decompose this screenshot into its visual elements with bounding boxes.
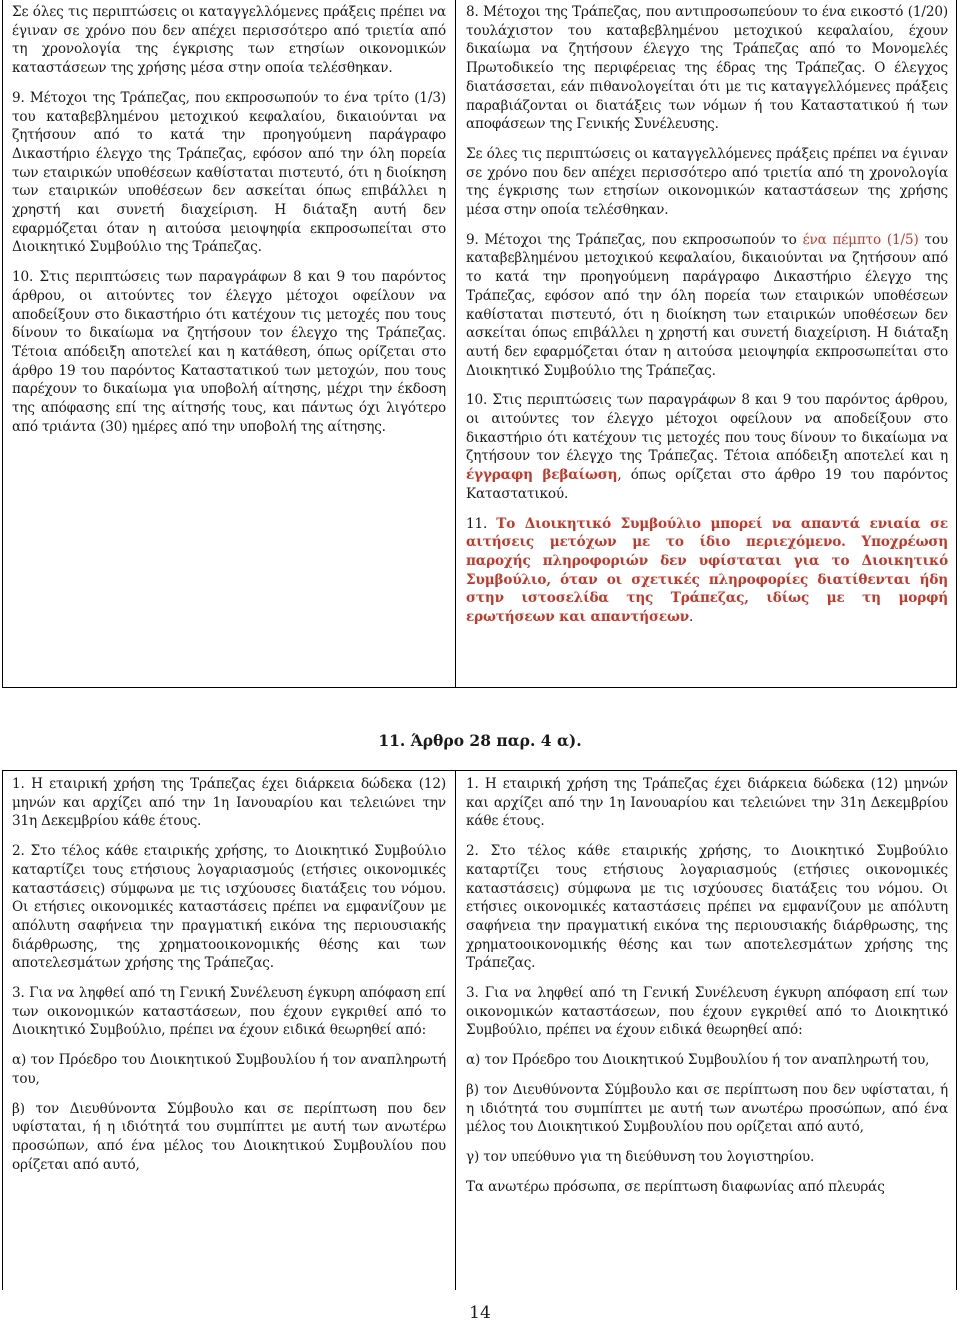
bottom-right-last-line: Τα ανωτέρω πρόσωπα, σε περίπτωση διαφωνίας από πλευράς <box>466 1178 885 1195</box>
bottom-right-paragraph-2: 2. Στο τέλος κάθε εταιρικής χρήσης, το Διοικητικό Συμβούλιο καταρτίζει τους ετήσιους λογαριασμούς (ετήσιες οικονομικές καταστάσεις) σύμφωνα με τις ισχύουσες διατάξεις του νόμου. Οι ετήσιες οικονομικές καταστάσεις πρέπει να εμφανίζουν με απόλυτη σαφήνεια την πραγματική εικόνα της περιουσιακής διάρθρωσης, της χρηματοοικονομικής θέσης και των αποτελεσμάτων χρήσης της Τράπεζας. <box>466 843 948 972</box>
top-right-paragraph-10: 10. Στις περιπτώσεις των παραγράφων 8 και 9 του παρόντος άρθρου, οι αιτούντες τον έλεγχο μέτοχοι οφείλουν να αποδείξουν στο δικαστήριο ότι κατέχουν τις μετοχές που τους δίνουν το δικαίωμα να ζητήσουν τον έλεγχο της Τράπεζας. Τέτοια απόδειξη αποτελεί και η έγγραφη βεβαίωση, όπως ορίζεται στο άρθρο 19 του παρόντος Καταστατικού. <box>466 392 948 502</box>
top-left-intro-paragraph: Σε όλες τις περιπτώσεις οι καταγγελλόμενες πράξεις πρέπει να έγιναν σε χρόνο που δεν απέχει περισσότερο από τριετία από τη χρονολογία της έγκρισης των ετησίων οικονομικών καταστάσεων της χρήσης μέσα στην οποία τελέσθηκαν. <box>12 4 446 77</box>
bottom-right-column <box>466 775 948 1207</box>
top-left-paragraph-10: 10. Στις περιπτώσεις των παραγράφων 8 και 9 του παρόντος άρθρου, οι αιτούντες τον έλεγχο μέτοχοι οφείλουν να αποδείξουν στο δικαστήριο ότι κατέχουν τις μετοχές που τους δίνουν το δικαίωμα να ζητήσουν τον έλεγχο της Τράπεζας. Τέτοια απόδειξη αποτελεί και η κατάθεση, όπως ορίζεται στο άρθρο 19 του παρόντος Καταστατικού των μετοχών, που τους παρέχουν το δικαίωμα για υποβολή αίτησης, μέχρι την έκδοση της απόφασης επί της αίτησής τους, και πάντως όχι λιγότερο από τριάντα (30) ημέρες από την υποβολή της αίτησης. <box>12 269 446 435</box>
bottom-right-item-c: γ) τον υπεύθυνο για τη διεύθυνση του λογιστηρίου. <box>466 1148 815 1165</box>
bottom-table-divider <box>455 770 456 1290</box>
top-left-column <box>12 3 446 447</box>
top-right-column <box>466 3 948 638</box>
new-paragraph-11: Το Διοικητικό Συμβούλιο μπορεί να απαντά ενιαία σε αιτήσεις μετόχων με το ίδιο περιεχόμενο. Υποχρέωση παροχής πληροφοριών δεν υφίσταται για το Διοικητικό Συμβούλιο, όταν οι σχετικές πληροφορίες διατίθενται ήδη στην ιστοσελίδα της Τράπεζας, ιδίως με τη μορφή ερωτήσεων και απαντήσεων <box>466 515 948 626</box>
top-right-paragraph-8: 8. Μέτοχοι της Τράπεζας, που αντιπροσωπεύουν το ένα εικοστό (1/20) τουλάχιστον του καταβεβλημένου μετοχικού κεφαλαίου, έχουν δικαίωμα να ζητήσουν έλεγχο της Τράπεζας από το Μονομελές Πρωτοδικείο της περιφέρειας της έδρας της Τράπεζας. Ο έλεγχος διατάσσεται, εάν πιθανολογείται ότι με τις καταγγελλόμενες πράξεις παραβιάζονται οι διατάξεις των νόμων ή του Καταστατικού ή των αποφάσεων της Γενικής Συνέλευσης. <box>466 4 948 133</box>
bottom-right-paragraph-1: 1. Η εταιρική χρήση της Τράπεζας έχει διάρκεια δώδεκα (12) μηνών και αρχίζει από την 1η Ιανουαρίου και τελειώνει την 31η Δεκεμβρίου κάθε έτους. <box>466 776 948 830</box>
bottom-left-paragraph-2: 2. Στο τέλος κάθε εταιρικής χρήσης, το Διοικητικό Συμβούλιο καταρτίζει τους ετήσιους λογαριασμούς (ετήσιες οικονομικές καταστάσεις) σύμφωνα με τις ισχύουσες διατάξεις του νόμου. Οι ετήσιες οικονομικές καταστάσεις πρέπει να εμφανίζουν με απόλυτη σαφήνεια την πραγματική εικόνα της περιουσιακής διάρθρωσης, της χρηματοοικονομικής θέσης και των αποτελεσμάτων χρήσης της Τράπεζας. <box>12 843 446 972</box>
bottom-left-column <box>12 775 446 1185</box>
top-right-intro-paragraph: Σε όλες τις περιπτώσεις οι καταγγελλόμενες πράξεις πρέπει να έγιναν σε χρόνο που δεν απέχει περισσότερο από τριετία από τη χρονολογία της έγκρισης των ετησίων οικονομικών καταστάσεων της χρήσης μέσα στην οποία τελέσθηκαν. <box>466 145 948 219</box>
top-table-divider <box>455 0 456 688</box>
bottom-left-item-a: α) τον Πρόεδρο του Διοικητικού Συμβουλίου ή τον αναπληρωτή του, <box>12 1052 446 1087</box>
bottom-right-item-a: α) τον Πρόεδρο του Διοικητικού Συμβουλίου ή τον αναπληρωτή του, <box>466 1052 930 1069</box>
bottom-left-paragraph-1: 1. Η εταιρική χρήση της Τράπεζας έχει διάρκεια δώδεκα (12) μηνών και αρχίζει από την 1η Ιανουαρίου και τελειώνει την 31η Δεκεμβρίου κάθε έτους. <box>12 776 446 830</box>
top-right-paragraph-11: 11. Το Διοικητικό Συμβούλιο μπορεί να απαντά ενιαία σε αιτήσεις μετόχων με το ίδιο περιεχόμενο. Υποχρέωση παροχής πληροφοριών δεν υφίσταται για το Διοικητικό Συμβούλιο, όταν οι σχετικές πληροφορίες διατίθενται ήδη στην ιστοσελίδα της Τράπεζας, ιδίως με τη μορφή ερωτήσεων και απαντήσεων. <box>466 515 948 626</box>
bottom-right-paragraph-3: 3. Για να ληφθεί από τη Γενική Συνέλευση έγκυρη απόφαση επί των οικονομικών καταστάσεων, που έχουν εγκριθεί από το Διοικητικό Συμβούλιο, πρέπει να έχουν ειδικά θεωρηθεί από: <box>466 985 948 1039</box>
bottom-right-item-b: β) τον Διευθύνοντα Σύμβουλο και σε περίπτωση που δεν υφίσταται, ή η ιδιότητά του συμπίπτει με αυτή των ανωτέρω προσώπων, από ένα μέλος του Διοικητικού Συμβουλίου που ορίζεται από αυτό, <box>466 1081 948 1136</box>
page-number: 14 <box>469 1303 491 1323</box>
section-heading: 11. Άρθρο 28 παρ. 4 α). <box>378 731 582 750</box>
bottom-left-paragraph-3: 3. Για να ληφθεί από τη Γενική Συνέλευση έγκυρη απόφαση επί των οικονομικών καταστάσεων, που έχουν εγκριθεί από το Διοικητικό Συμβούλιο, πρέπει να έχουν ειδικά θεωρηθεί από: <box>12 985 446 1039</box>
bottom-left-item-b: β) τον Διευθύνοντα Σύμβουλο και σε περίπτωση που δεν υφίσταται, ή η ιδιότητά του συμπίπτει με αυτή των ανωτέρω προσώπων, από ένα μέλος του Διοικητικού Συμβουλίου που ορίζεται από αυτό, <box>12 1100 446 1173</box>
top-left-paragraph-9: 9. Μέτοχοι της Τράπεζας, που εκπροσωπούν το ένα τρίτο (1/3) του καταβεβλημένου μετοχικού κεφαλαίου, δικαιούνται να ζητήσουν από το κατά την προηγούμενη παράγραφο Δικαστήριο έλεγχο της Τράπεζας, εφόσον από την όλη πορεία των εταιρικών υποθέσεων καθίσταται πιστευτό, ότι η διοίκηση των εταιρικών υποθέσεων δεν ασκείται όπως επιβάλλει η χρηστή και συνετή διαχείριση. Η διάταξη αυτή δεν εφαρμόζεται όταν η αιτούσα μειοψηφία εκπροσωπείται στο Διοικητικό Συμβούλιο της Τράπεζας. <box>12 89 446 256</box>
amended-fraction: ένα πέμπτο (1/5) <box>802 231 919 248</box>
amended-certificate: έγγραφη βεβαίωση <box>466 467 618 484</box>
top-right-paragraph-9: 9. Μέτοχοι της Τράπεζας, που εκπροσωπούν το ένα πέμπτο (1/5) του καταβεβλημένου μετοχικού κεφαλαίου, δικαιούνται να ζητήσουν από το κατά την προηγούμενη παράγραφο Δικαστήριο έλεγχο της Τράπεζας, εφόσον από την όλη πορεία των εταιρικών υποθέσεων καθίσταται πιστευτό, ότι η διοίκηση των εταιρικών υποθέσεων δεν ασκείται όπως επιβάλλει η χρηστή και συνετή διαχείριση. Η διάταξη αυτή δεν εφαρμόζεται όταν η αιτούσα μειοψηφία εκπροσωπείται στο Διοικητικό Συμβούλιο της Τράπεζας. <box>466 231 948 379</box>
